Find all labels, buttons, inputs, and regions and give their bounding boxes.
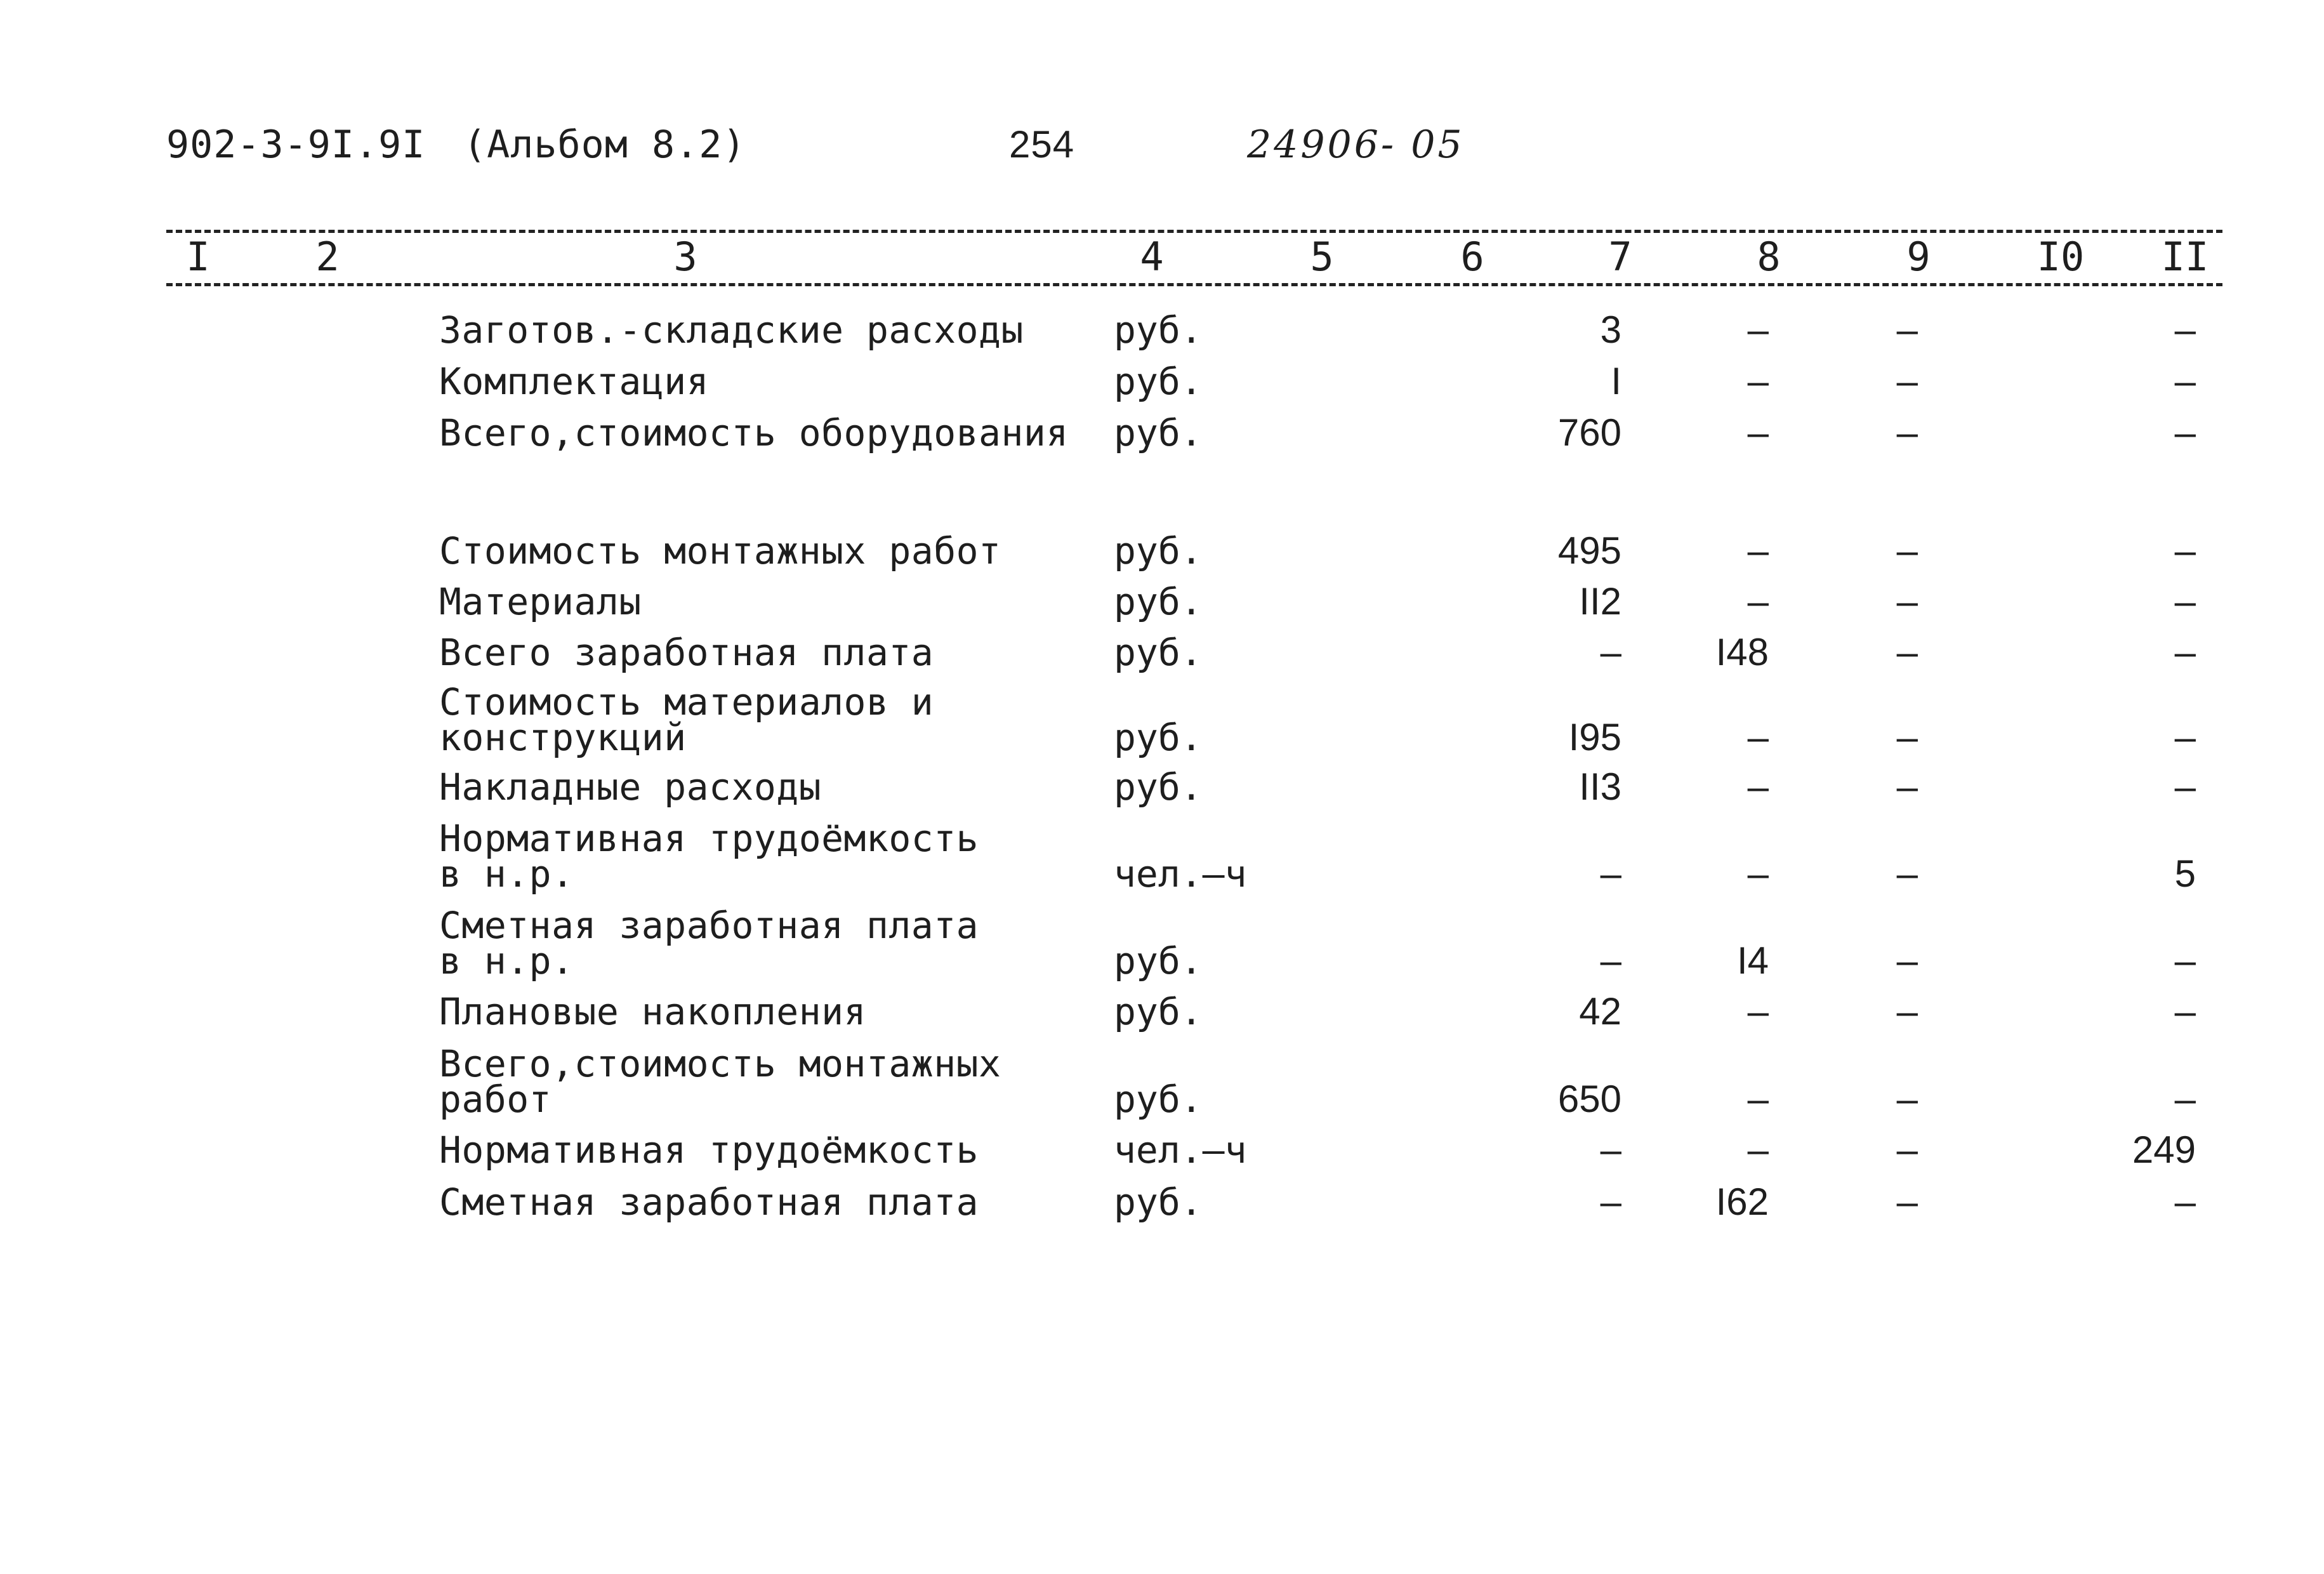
- cell-col-7: 3: [1600, 308, 1621, 351]
- cell-col-8: –: [1747, 308, 1769, 351]
- row-label: Стоимость монтажных работ: [439, 529, 1001, 572]
- row-label: Плановые накопления: [439, 990, 866, 1033]
- cell-col-9: –: [1896, 411, 1918, 454]
- cell-col-8: –: [1747, 529, 1769, 572]
- column-number: 3: [673, 234, 697, 280]
- cell-col-11: 5: [2174, 852, 2196, 895]
- cell-col-7: 650: [1557, 1078, 1621, 1120]
- cell-col-11: –: [2174, 990, 2196, 1033]
- column-number: I0: [2037, 234, 2085, 280]
- cell-col-8: –: [1747, 580, 1769, 623]
- cell-col-7: –: [1600, 1180, 1621, 1223]
- row-label: Всего,стоимость оборудования: [439, 411, 1069, 454]
- cell-col-8: –: [1747, 716, 1769, 758]
- cell-col-9: –: [1896, 360, 1918, 402]
- row-unit: руб.: [1114, 939, 1203, 982]
- page-number: 254: [1009, 123, 1075, 166]
- row-unit: руб.: [1114, 990, 1203, 1033]
- column-number: 8: [1757, 234, 1781, 280]
- cell-col-8: I62: [1715, 1180, 1769, 1223]
- column-number: 7: [1608, 234, 1632, 280]
- row-unit: руб.: [1114, 716, 1203, 759]
- cell-col-9: –: [1896, 716, 1918, 758]
- row-unit: чел.–ч: [1114, 852, 1247, 896]
- cell-col-7: –: [1600, 631, 1621, 673]
- cell-col-8: –: [1747, 765, 1769, 808]
- row-label: Всего заработная плата: [439, 631, 934, 674]
- row-unit: руб.: [1114, 765, 1203, 809]
- cell-col-9: –: [1896, 990, 1918, 1033]
- cell-col-11: –: [2174, 631, 2196, 673]
- row-unit: руб.: [1114, 411, 1203, 454]
- cell-col-11: –: [2174, 1180, 2196, 1223]
- cell-col-9: –: [1896, 852, 1918, 895]
- column-number: 2: [315, 234, 340, 280]
- cell-col-9: –: [1896, 529, 1918, 572]
- cell-col-7: 495: [1557, 529, 1621, 572]
- cell-col-8: –: [1747, 852, 1769, 895]
- column-number: I: [186, 234, 210, 280]
- row-label: Сметная заработная плата: [439, 1180, 979, 1224]
- table-header-top-rule: [166, 230, 2222, 233]
- cell-col-7: –: [1600, 852, 1621, 895]
- row-label: Комплектация: [439, 360, 710, 403]
- column-number: 4: [1140, 234, 1164, 280]
- row-unit: руб.: [1114, 631, 1203, 674]
- handwritten-stamp: 24906- 05: [1247, 122, 1465, 167]
- cell-col-11: 249: [2132, 1128, 2196, 1171]
- cell-col-7: 42: [1579, 990, 1621, 1033]
- cell-col-7: I: [1611, 360, 1621, 402]
- cell-col-8: –: [1747, 1128, 1769, 1171]
- album-reference: (Альбом 8.2): [463, 122, 746, 167]
- row-label: Стоимость материалов и конструкций: [439, 680, 934, 759]
- cell-col-11: –: [2174, 529, 2196, 572]
- cell-col-8: –: [1747, 411, 1769, 454]
- cell-col-8: I4: [1736, 939, 1769, 982]
- cell-col-7: 760: [1557, 411, 1621, 454]
- row-unit: руб.: [1114, 529, 1203, 572]
- row-unit: чел.–ч: [1114, 1128, 1247, 1172]
- row-label: Заготов.-складские расходы: [439, 308, 1024, 352]
- column-number: II: [2161, 234, 2209, 280]
- row-unit: руб.: [1114, 1180, 1203, 1224]
- cell-col-11: –: [2174, 411, 2196, 454]
- row-unit: руб.: [1114, 360, 1203, 403]
- cell-col-7: I95: [1568, 716, 1621, 758]
- row-label: Нормативная трудоёмкость в н.р.: [439, 817, 979, 896]
- column-number: 9: [1906, 234, 1931, 280]
- row-label: Сметная заработная плата в н.р.: [439, 904, 979, 982]
- cell-col-11: –: [2174, 765, 2196, 808]
- cell-col-7: II3: [1579, 765, 1621, 808]
- row-label: Нормативная трудоёмкость: [439, 1128, 979, 1172]
- cell-col-9: –: [1896, 1078, 1918, 1120]
- cell-col-11: –: [2174, 1078, 2196, 1120]
- cell-col-8: –: [1747, 360, 1769, 402]
- document-code: 902-3-9I.9I: [166, 122, 426, 167]
- cell-col-9: –: [1896, 939, 1918, 982]
- cell-col-9: –: [1896, 1180, 1918, 1223]
- cell-col-8: –: [1747, 1078, 1769, 1120]
- cell-col-9: –: [1896, 765, 1918, 808]
- cell-col-11: –: [2174, 580, 2196, 623]
- cell-col-7: –: [1600, 1128, 1621, 1171]
- row-label: Всего,стоимость монтажных работ: [439, 1042, 1001, 1121]
- row-unit: руб.: [1114, 308, 1203, 352]
- row-label: Накладные расходы: [439, 765, 822, 809]
- cell-col-11: –: [2174, 939, 2196, 982]
- row-unit: руб.: [1114, 1078, 1203, 1121]
- cell-col-11: –: [2174, 360, 2196, 402]
- row-unit: руб.: [1114, 580, 1203, 623]
- cell-col-9: –: [1896, 1128, 1918, 1171]
- cell-col-7: –: [1600, 939, 1621, 982]
- cell-col-9: –: [1896, 631, 1918, 673]
- cell-col-8: –: [1747, 990, 1769, 1033]
- cell-col-11: –: [2174, 308, 2196, 351]
- cell-col-9: –: [1896, 308, 1918, 351]
- column-number: 6: [1460, 234, 1484, 280]
- row-label: Материалы: [439, 580, 642, 623]
- cell-col-9: –: [1896, 580, 1918, 623]
- cell-col-7: II2: [1579, 580, 1621, 623]
- cell-col-11: –: [2174, 716, 2196, 758]
- column-number: 5: [1310, 234, 1334, 280]
- cell-col-8: I48: [1715, 631, 1769, 673]
- table-header-bottom-rule: [166, 283, 2222, 286]
